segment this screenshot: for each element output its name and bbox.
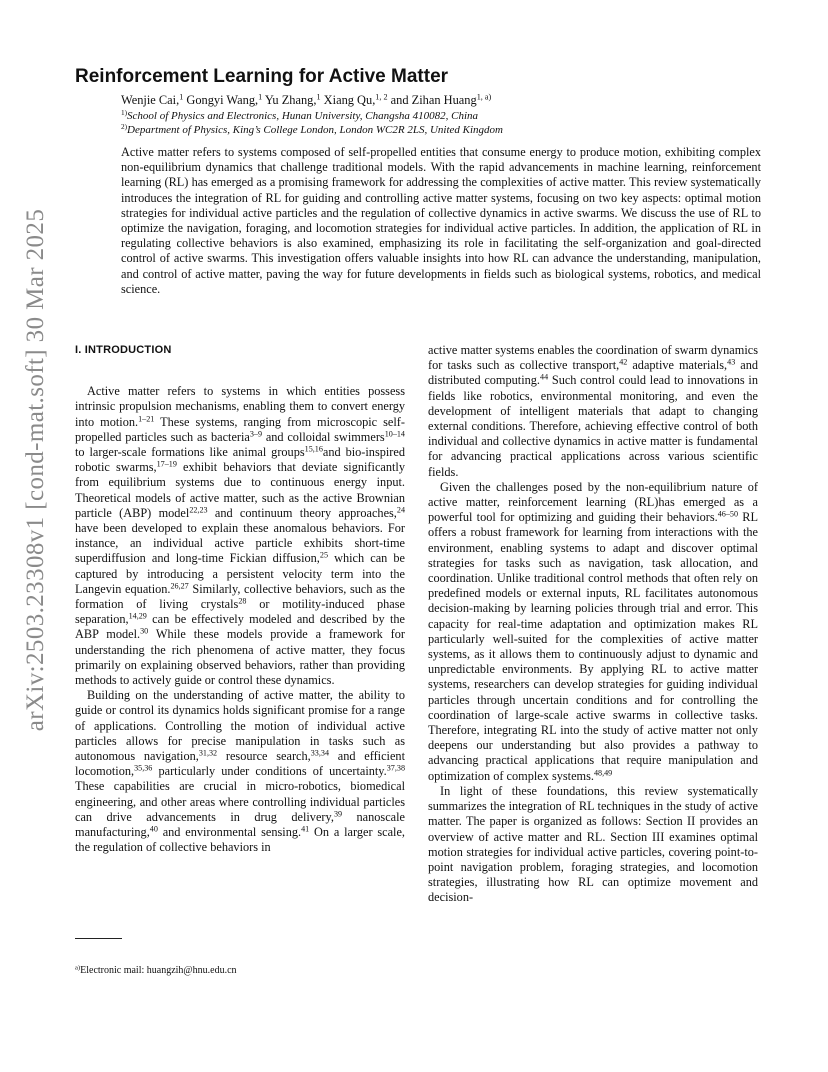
- author-affiliation-mark: 1: [316, 92, 321, 102]
- text-run: In light of these foundations, this review systematically summarizes the integration of RL techniques in the study of active matter. The paper is organized as follows: Section II provides an overview of active matter and RL. Section III examines optimal motion strategies for individual active particles, covering point-to-point navigation problem, foraging strategies, and locomotion strategies, illustrating how RL can optimize movement and decision-: [428, 783, 758, 905]
- citation-ref: 26,27: [170, 581, 189, 591]
- text-run: and continuum theory approaches,: [207, 505, 397, 520]
- citation-ref: 28: [238, 596, 247, 606]
- citation-ref: 10–14: [384, 429, 405, 439]
- citation-ref: 42: [619, 357, 628, 367]
- citation-ref: 43: [727, 357, 736, 367]
- text-run: have been developed to explain these anomalous behaviors. For instance, an individual active particle exhibits short-time superdiffusion and long-time Fickian diffusion,: [75, 521, 405, 566]
- text-run: While these models provide a framework for understanding the rich phenomena of active matter, they focus primarily on explaining observed behaviors, rather than providing methods to actively guide or control these dynamics.: [75, 627, 405, 688]
- text-run: active matter systems enables the coordination of swarm dynamics for tasks such as collective transport,: [428, 343, 758, 373]
- section-heading-introduction: I. INTRODUCTION: [75, 344, 172, 356]
- author-name: Wenjie Cai,: [121, 93, 180, 107]
- citation-ref: 48,49: [593, 768, 613, 778]
- text-run: can be effectively modeled and described by the ABP model.: [75, 612, 405, 642]
- citation-ref: 30: [140, 627, 149, 636]
- citation-ref: 14,29: [128, 611, 147, 621]
- author-affiliation-mark: 1, a): [476, 92, 492, 102]
- text-run: and distributed computing.: [428, 358, 758, 388]
- text-run: to larger-scale formations like animal groups: [75, 445, 305, 460]
- text-run: and bio-inspired robotic swarms,: [75, 445, 405, 475]
- affiliation-mark: 1): [121, 109, 128, 118]
- citation-ref: 46–50: [717, 509, 739, 519]
- author-affiliation-mark: 1, 2: [375, 92, 388, 102]
- affiliation-text: School of Physics and Electronics, Hunan University, Changsha 410082, China: [127, 110, 478, 122]
- text-run: Given the challenges posed by the non-equilibrium nature of active matter, reinforcement learning (RL)has emerged as a powerful tool for optimizing and guiding their behaviors.: [428, 479, 758, 525]
- citation-ref: 17–19: [156, 459, 177, 469]
- text-run: On a larger scale, the regulation of collective behaviors in: [75, 825, 405, 855]
- affiliation-text: Department of Physics, King’s College London, London WC2R 2LS, United Kingdom: [127, 124, 503, 136]
- footnote-label: Electronic mail:: [80, 965, 147, 976]
- text-run: particularly under conditions of uncertainty.: [152, 764, 387, 779]
- text-run: nanoscale manufacturing,: [75, 809, 405, 840]
- right-column: [428, 343, 758, 906]
- citation-ref: 33,34: [310, 748, 329, 758]
- text-run: These systems, ranging from microscopic self-propelled particles such as bacteria: [75, 414, 405, 444]
- affiliation-1: [121, 110, 478, 122]
- citation-ref: 15,16: [304, 444, 323, 454]
- abstract: Active matter refers to systems composed of self-propelled entities that consume energy to produce motion, exhibiting complex non-equilibrium dynamics that challenge traditional models. With the rapid advancements in machine learning, reinforcement learning (RL) has emerged as a promising framework for addressing the complexities of active matter. This review systematically introduces the integration of RL for guiding and controlling active matter systems, focusing on two key aspects: optimal motion strategies for individual active particles and the regulation of collective dynamics in active swarms. We discuss the use of RL to optimize the navigation, foraging, and locomotion strategies for individual active particles. In addition, the application of RL in regulating collective behaviors is also examined, emphasizing its role in facilitating the self-organization and goal-directed control of active swarms. This investigation offers valuable insights into how RL can advance the understanding, manipulation, and control of active matter, paving the way for future developments in fields such as biological systems, robotics, and medical science.: [121, 145, 761, 296]
- citation-ref: 3–9: [249, 429, 263, 439]
- author-name: Xiang Qu,: [320, 93, 376, 107]
- text-run: Such control could lead to innovations in fields like robotics, environmental monitoring, and even the development of intelligent materials that adapt to changing external conditions. Therefore, achieving effective control of both individual and collective dynamics in active matter is fundamental for advancing practical applications across various scientific fields.: [428, 373, 758, 479]
- citation-ref: 22,23: [189, 505, 208, 515]
- body-paragraph: [428, 784, 758, 906]
- body-paragraph: [75, 384, 405, 688]
- text-run: and colloidal swimmers: [262, 429, 385, 444]
- citation-ref: 41: [301, 824, 310, 834]
- text-run: adaptive materials,: [627, 358, 728, 373]
- citation-ref: 40: [149, 824, 158, 834]
- affiliation-2: [121, 124, 503, 136]
- left-column: [75, 343, 405, 856]
- citation-ref: 39: [333, 809, 343, 819]
- author-affiliation-mark: 1: [179, 92, 184, 102]
- text-run: and environmental sensing.: [157, 825, 302, 840]
- text-run: Building on the understanding of active matter, the ability to guide or control its dynamics holds significant promise for a range of applications. Controlling the motion of individual active particles allows for precise manipulation in tasks such as autonomous navigation,: [75, 688, 405, 764]
- text-run: which can be captured by introducing a persistent velocity term into the Langevin equation.: [75, 551, 405, 596]
- citation-ref: 25: [319, 550, 328, 560]
- text-run: resource search,: [217, 749, 311, 764]
- footnote-rule: [75, 938, 122, 939]
- author-affiliation-mark: 1: [258, 92, 263, 102]
- author-name: and Zihan Huang: [387, 93, 477, 107]
- arxiv-sidebar-stamp: [10, 208, 62, 732]
- arxiv-identifier: arXiv:2503.23308v1 [cond-mat.soft] 30 Mar 2025: [22, 208, 49, 732]
- text-run: and efficient locomotion,: [75, 749, 405, 779]
- text-run: RL offers a robust framework for learning from interactions with the environment, enabling systems to adapt and discover optimal strategies for tasks such as navigation, task allocation, and coordination. Unlike traditional control methods that often rely on predefined models or external inputs, RL facilitates autonomous decision-making by learning policies through trial and error. This capacity for real-time adaptation and optimization makes RL particularly well-suited for the complexities of active matter systems, as it allows them to continuously adjust to dynamic and unpredictable environments. By applying RL to active matter systems, researchers can develop strategies for guiding individual particles through uncertain conditions and for controlling the coordination of large-scale active swarms in collective tasks. Therefore, integrating RL into the study of active matter not only deepens our understanding but also provides a pathway to advancing practical applications that require manipulation and optimization of complex systems.: [428, 510, 758, 783]
- affiliation-mark: 2): [121, 123, 128, 132]
- author-name: Gongyi Wang,: [183, 93, 259, 107]
- left-column-body: [75, 384, 405, 855]
- citation-ref: 35,36: [134, 763, 153, 773]
- body-paragraph: [75, 688, 405, 855]
- author-name: Yu Zhang,: [262, 93, 317, 107]
- paper-title: Reinforcement Learning for Active Matter: [75, 66, 449, 87]
- text-run: These capabilities are crucial in micro-robotics, biomedical engineering, and other areas where controlling individual particles can drive advancements in drug delivery,: [75, 779, 405, 824]
- right-column-body: [428, 343, 758, 906]
- body-paragraph: [428, 480, 758, 784]
- footnote-mark: a): [75, 964, 81, 972]
- footnote-email: huangzih@hnu.edu.cn: [146, 965, 237, 976]
- citation-ref: 1–21: [138, 414, 155, 424]
- footnote: [75, 965, 237, 976]
- author-list: [121, 93, 491, 108]
- citation-ref: 37,38: [386, 763, 405, 773]
- body-paragraph: [428, 343, 758, 480]
- text-run: or motility-induced phase separation,: [75, 597, 405, 627]
- citation-ref: 44: [540, 372, 549, 382]
- text-run: Active matter refers to systems in which entities possess intrinsic propulsion mechanisms, enabling them to convert energy into motion.: [75, 384, 405, 429]
- citation-ref: 31,32: [198, 748, 218, 758]
- text-run: exhibit behaviors that deviate significantly from equilibrium systems due to continuous energy input. Theoretical models of active matter, such as the active Brownian particle (ABP) model: [75, 460, 405, 520]
- text-run: Similarly, collective behaviors, such as the formation of living crystals: [75, 581, 405, 612]
- citation-ref: 24: [396, 505, 405, 515]
